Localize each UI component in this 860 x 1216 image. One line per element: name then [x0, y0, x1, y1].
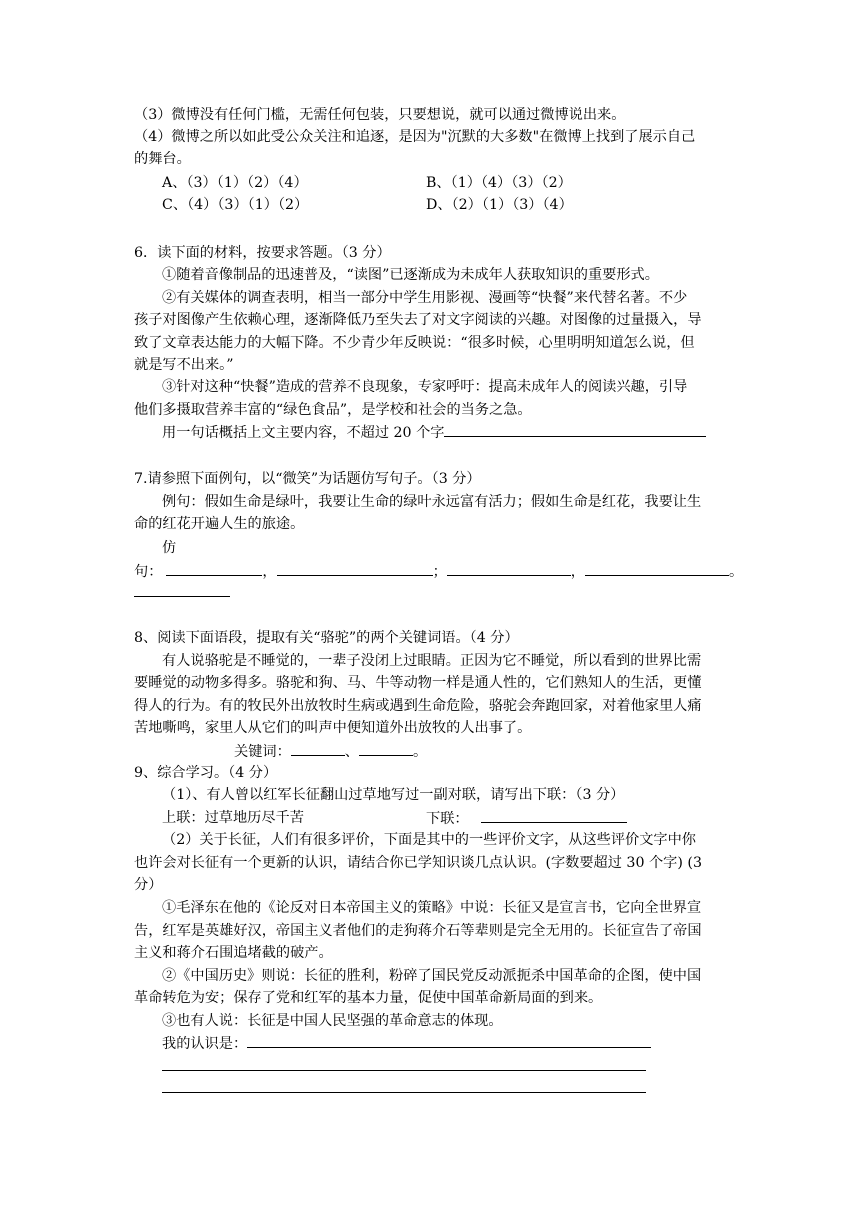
q9-couplet-upper: 上联：过草地历尽千苦: [162, 810, 304, 826]
q9-history-line2: 革命转危为安；保存了党和红军的基本力量，促使中国革命新局面的到来。: [134, 990, 603, 1006]
q5-option-c: C、（4）（3）（1）（2）: [162, 197, 309, 213]
q6-answer-blank[interactable]: [444, 421, 706, 437]
q7-blank-1[interactable]: [166, 560, 262, 576]
q6-para-1: ①随着音像制品的迅速普及，“读图”已逐渐成为未成年人获取知识的重要形式。: [162, 267, 659, 283]
q7-blank-2[interactable]: [277, 560, 433, 576]
q7-title: 7.请参照下面例句，以“微笑”为话题仿写句子。（3 分）: [134, 471, 481, 487]
q7-example-line2: 命的红花开遍人生的旅途。: [134, 516, 305, 532]
q9-answer-line-2[interactable]: [162, 1070, 646, 1071]
q7-blank-5[interactable]: [134, 596, 230, 597]
q7-semicolon: ；: [432, 564, 447, 580]
q9-part1: （1）、有人曾以红军长征翻山过草地写过一副对联，请写出下联：（3 分）: [162, 787, 625, 803]
q9-couplet-lower-label: 下联：: [426, 811, 469, 827]
q9-mao-line2: 告，红军是英雄好汉，帝国主义者他们的走狗蒋介石等辈则是完全无用的。长征宣告了帝国: [134, 923, 702, 939]
q8-keyword-sep: 、: [344, 744, 359, 760]
q8-para-line4: 苦地嘶鸣，家里人从它们的叫声中便知道外出放牧的人出事了。: [134, 720, 532, 736]
q9-mao-line1: ①毛泽东在他的《论反对日本帝国主义的策略》中说：长征又是宣言书，它向全世界宣: [162, 900, 702, 916]
q5-statement-4-line2: 的舞台。: [134, 151, 191, 167]
q8-para-line1: 有人说骆驼是不睡觉的，一辈子没闭上过眼睛。正因为它不睡觉，所以看到的世界比需: [162, 653, 702, 669]
q8-keyword-blank-1[interactable]: [291, 740, 345, 756]
q9-others: ③也有人说：长征是中国人民坚强的革命意志的体现。: [162, 1013, 503, 1029]
q9-part2-line3: 分）: [134, 877, 163, 893]
q6-para-3-line2: 他们多摄取营养丰富的“绿色食品”，是学校和社会的当务之急。: [134, 402, 532, 418]
q7-ju-label: 句：: [134, 564, 163, 580]
q8-title: 8、阅读下面语段，提取有关“骆驼”的两个关键词语。（4 分）: [134, 630, 519, 646]
q8-para-line2: 要睡觉的动物多得多。骆驼和狗、马、牛等动物一样是通人性的，它们熟知人的生活，更懂: [134, 675, 702, 691]
q5-option-b: B、（1）（4）（3）（2）: [426, 175, 572, 191]
q8-para-line3: 得人的行为。有的牧民外出放牧时生病或遇到生命危险，骆驼会奔跑回家，对着他家里人痛: [134, 698, 702, 714]
q9-part2-line1: （2）关于长征，人们有很多评价，下面是其中的一些评价文字，从这些评价文字中你: [162, 832, 696, 848]
q7-comma-1: ，: [262, 564, 277, 580]
q6-para-2-line2: 孩子对图像产生依赖心理，逐渐降低乃至失去了对文字阅读的兴趣。对图像的过量摄入，导: [134, 312, 702, 328]
q5-option-d: D、（2）（1）（3）（4）: [426, 197, 573, 213]
q9-part2-line2: 也许会对长征有一个更新的认识，请结合你已学知识谈几点认识。(字数要超过 30 个字) (3: [134, 855, 702, 871]
q9-history-line1: ②《中国历史》则说：长征的胜利，粉碎了国民党反动派扼杀中国革命的企图，使中国: [162, 968, 702, 984]
q6-para-2-line4: 就是写不出来。”: [134, 357, 234, 373]
q8-keyword-end: 。: [412, 744, 428, 760]
q9-mao-line3: 主义和蒋介石围追堵截的破产。: [134, 945, 333, 961]
q5-option-a: A、（3）（1）（2）（4）: [162, 175, 308, 191]
q7-answer-line: [134, 560, 860, 582]
q8-keywords-label: 关键词：: [234, 744, 291, 760]
q7-example-line1: 例句：假如生命是绿叶，我要让生命的绿叶永远富有活力；假如生命是红花，我要让生: [162, 494, 702, 510]
q6-para-3-line1: ③针对这种“快餐”造成的营养不良现象，专家呼吁：提高未成年人的阅读兴趣，引导: [162, 379, 688, 395]
q5-statement-3: （3）微博没有任何门槛，无需任何包装，只要想说，就可以通过微博说出来。: [134, 107, 626, 123]
q5-statement-4-line1: （4）微博之所以如此受公众关注和追逐，是因为"沉默的大多数"在微博上找到了展示自己: [134, 129, 696, 145]
q9-couplet-lower-blank[interactable]: [481, 807, 627, 823]
q8-keyword-blank-2[interactable]: [359, 740, 413, 756]
q9-my-view-label: 我的认识是：: [162, 1036, 248, 1052]
q6-task-text: 用一句话概括上文主要内容，不超过 20 个字: [162, 425, 445, 441]
q9-couplet-lower: [426, 807, 860, 829]
q7-blank-3[interactable]: [447, 560, 571, 576]
q7-blank-4[interactable]: [585, 560, 729, 576]
q6-para-2-line1: ②有关媒体的调查表明，相当一部分中学生用影视、漫画等“快餐”来代替名著。不少: [162, 290, 688, 306]
q6-title: 6．读下面的材料，按要求答题。（3 分）: [134, 245, 391, 261]
q6-task: [162, 421, 860, 443]
q7-period: 。: [729, 564, 744, 580]
q7-comma-2: ，: [570, 564, 585, 580]
q9-answer-line-1[interactable]: [247, 1032, 651, 1048]
q9-answer-line-3[interactable]: [162, 1092, 646, 1093]
q9-my-view: [162, 1032, 860, 1054]
q9-title: 9、综合学习。（4 分）: [134, 765, 278, 781]
q6-para-2-line3: 致了文章表达能力的大幅下降。不少青少年反映说：“很多时候，心里明明知道怎么说，但: [134, 335, 695, 351]
q8-keywords: [234, 740, 860, 762]
q7-fang-label: 仿: [162, 540, 177, 556]
